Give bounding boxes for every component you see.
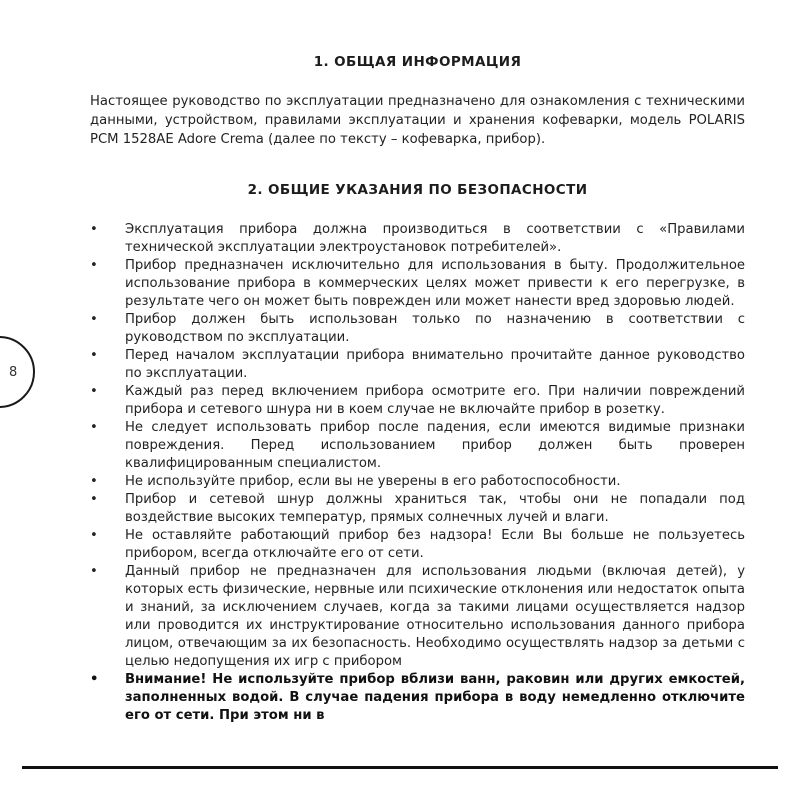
bullet: • (90, 222, 98, 237)
bullet: • (90, 258, 98, 273)
list-item (90, 347, 745, 383)
list-item (90, 311, 745, 347)
bullet: • (90, 492, 98, 507)
bullet: • (90, 474, 98, 489)
warning-text: Внимание! Не используйте прибор вблизи ванн, раковин или других емкостей, заполненных водой. В случае падения прибора в воду немедленно отключите его от сети. При этом ни в (125, 672, 745, 723)
bullet: • (90, 528, 98, 543)
section-title-general-info: 1. ОБЩАЯ ИНФОРМАЦИЯ (313, 54, 522, 70)
rule-text: Каждый раз перед включением прибора осмотрите его. При наличии повреждений прибора и сетевого шнура ни в коем случае не включайте прибор в розетку. (125, 384, 745, 417)
rule-text: Прибор и сетевой шнур должны храниться так, чтобы они не попадали под воздействие высоких температур, прямых солнечных лучей и влаги. (125, 492, 745, 525)
rule-text: Прибор предназначен исключительно для использования в быту. Продолжительное использование прибора в коммерческих целях может привести к его перегрузке, в результате чего он может быть поврежден или может нанести вред здоровью людей. (125, 258, 745, 309)
page-number: 8 (9, 365, 18, 380)
list-item (90, 527, 745, 563)
warning-item (90, 671, 745, 725)
list-item (90, 491, 745, 527)
bullet: • (90, 384, 98, 399)
bullet: • (90, 312, 98, 327)
bullet: • (90, 564, 98, 579)
rule-text: Эксплуатация прибора должна производиться в соответствии с «Правилами технической эксплуатации электроустановок потребителей». (125, 222, 745, 255)
rule-text: Перед началом эксплуатации прибора внимательно прочитайте данное руководство по эксплуатации. (125, 348, 745, 381)
rule-text: Не следует использовать прибор после падения, если имеются видимые признаки повреждения. Перед использованием прибор должен быть проверен квалифицированным специалистом. (125, 420, 745, 471)
list-item (90, 257, 745, 311)
rule-text: Не оставляйте работающий прибор без надзора! Если Вы больше не пользуетесь прибором, всегда отключайте его от сети. (125, 528, 745, 561)
rule-text: Данный прибор не предназначен для использования людьми (включая детей), у которых есть физические, нервные или психические отклонения или недостаток опыта и знаний, за исключением случаев, когда за такими лицами осуществляется надзор или проводится их инструктирование относительно использования данного прибора лицом, отвечающим за их безопасность. Необходимо осуществлять надзор за детьми с целью недопущения их игр с прибором (125, 564, 745, 669)
page-number-circle (0, 336, 35, 408)
safety-rules-list (90, 221, 745, 725)
bullet: • (90, 672, 99, 687)
footer-divider (22, 766, 778, 769)
list-item (90, 221, 745, 257)
rule-text: Не используйте прибор, если вы не уверены в его работоспособности. (125, 474, 621, 489)
rule-text: Прибор должен быть использован только по назначению в соответствии с руководством по эксплуатации. (125, 312, 745, 345)
list-item (90, 419, 745, 473)
list-item (90, 563, 745, 671)
bullet: • (90, 348, 98, 363)
section-title-safety: 2. ОБЩИЕ УКАЗАНИЯ ПО БЕЗОПАСНОСТИ (247, 182, 588, 198)
list-item (90, 383, 745, 419)
bullet: • (90, 420, 98, 435)
list-item (90, 473, 745, 491)
general-info-paragraph: Настоящее руководство по эксплуатации предназначено для ознакомления с техническими данными, устройством, правилами эксплуатации и хранения кофеварки, модель POLARIS PCM 1528AE Adore Crema (далее по тексту – кофеварка, прибор). (90, 94, 745, 147)
